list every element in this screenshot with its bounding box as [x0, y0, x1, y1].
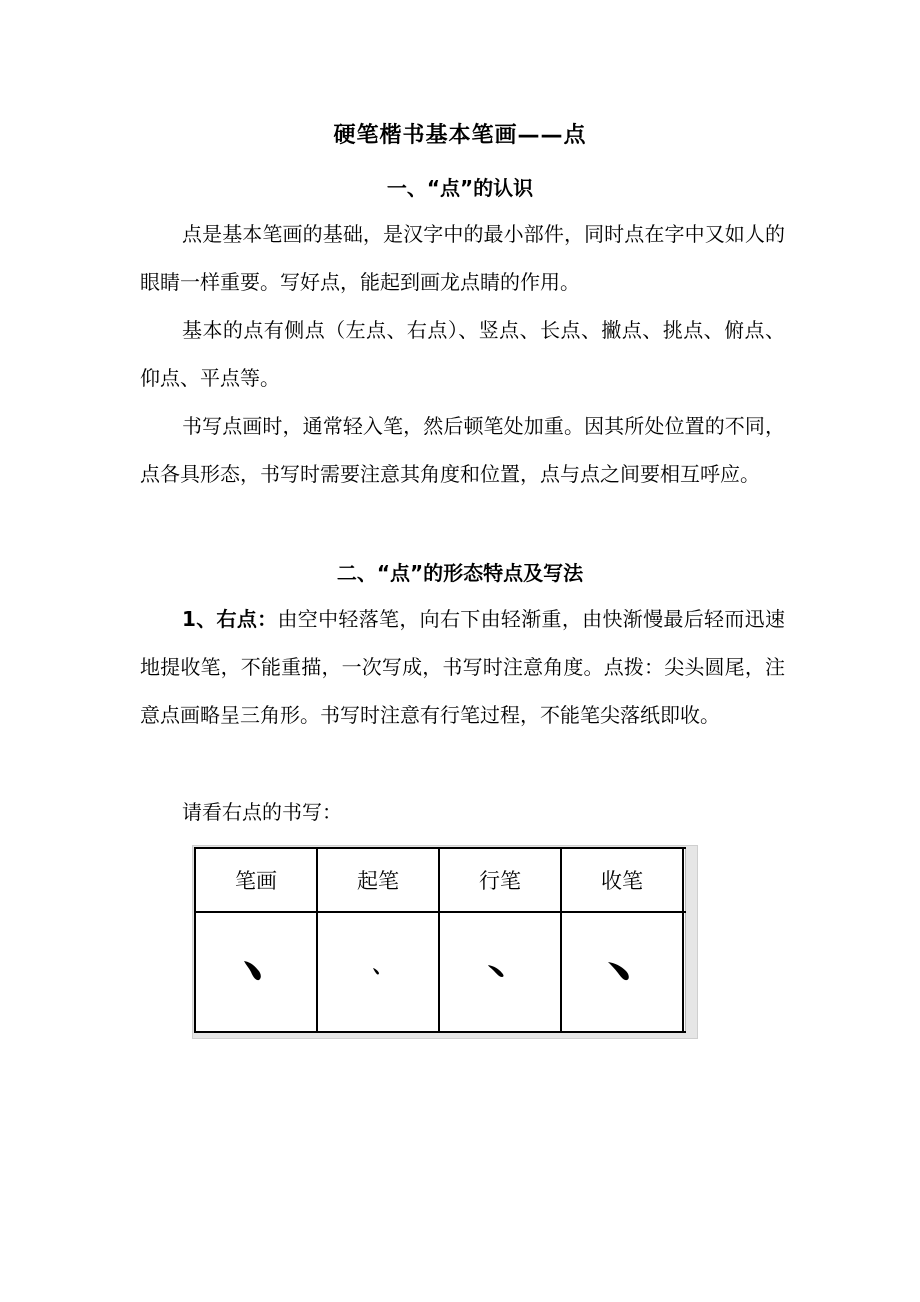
- section-1-paragraph-3: 书写点画时，通常轻入笔，然后顿笔处加重。因其所处位置的不同，点各具形态，书写时需要注意其角度和位置，点与点之间要相互呼应。: [140, 414, 785, 486]
- item-label: 1、右点：: [182, 607, 278, 631]
- header-start: 起笔: [317, 848, 439, 912]
- section-1-heading: 一、“点”的认识: [386, 176, 534, 200]
- cell-end: [561, 912, 683, 1032]
- header-move: 行笔: [439, 848, 561, 912]
- right-dot-full-icon: [236, 952, 276, 992]
- page-title: 硬笔楷书基本笔画——点: [333, 123, 587, 148]
- section-1-paragraph-1: 点是基本笔画的基础，是汉字中的最小部件，同时点在字中又如人的眼睛一样重要。写好点，能起到画龙点睛的作用。: [140, 222, 785, 294]
- table-edge: [683, 848, 686, 912]
- table-row: [195, 912, 686, 1032]
- header-stroke: 笔画: [195, 848, 317, 912]
- section-2-heading: 二、“点”的形态特点及写法: [336, 561, 584, 585]
- cell-stroke: [195, 912, 317, 1032]
- table-edge: [683, 912, 686, 1032]
- stroke-table: [194, 847, 686, 1033]
- section-2-prompt: 请看右点的书写：: [182, 800, 342, 824]
- header-end: 收笔: [561, 848, 683, 912]
- right-dot-start-icon: [358, 952, 398, 992]
- right-dot-end-icon: [602, 952, 642, 992]
- section-1-paragraph-2: 基本的点有侧点（左点、右点）、竖点、长点、撇点、挑点、俯点、仰点、平点等。: [140, 318, 785, 390]
- cell-start: [317, 912, 439, 1032]
- cell-move: [439, 912, 561, 1032]
- section-2-item-right-dot: [140, 595, 785, 739]
- table-header-row: [195, 848, 686, 912]
- right-dot-move-icon: [480, 952, 520, 992]
- item-text: 由空中轻落笔，向右下由轻渐重，由快渐慢最后轻而迅速地提收笔，不能重描，一次写成，书写时注意角度。点拨：尖头圆尾，注意点画略呈三角形。书写时注意有行笔过程，不能笔尖落纸即收。: [140, 607, 785, 727]
